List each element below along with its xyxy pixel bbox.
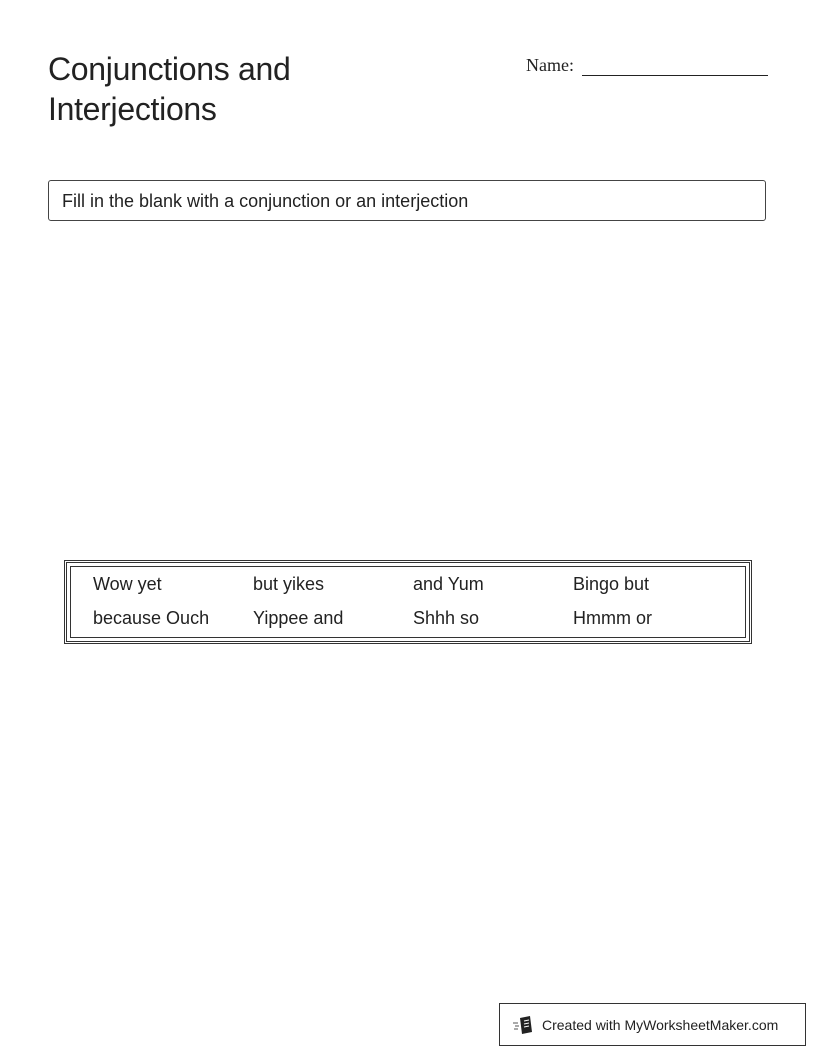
word-bank (64, 560, 752, 644)
footer-credit (499, 1003, 806, 1046)
title-line-1: Conjunctions and (48, 51, 291, 87)
word-bank-item: Bingo but (573, 574, 650, 594)
name-blank-line[interactable] (582, 53, 768, 76)
word-bank-item: Yippee and (253, 608, 344, 628)
word-bank-item: and Yum (413, 574, 484, 594)
footer-text: Created with MyWorksheetMaker.com (542, 1016, 779, 1033)
word-bank-item: because Ouch (93, 608, 210, 628)
worksheet-logo-icon (512, 1015, 534, 1035)
page-title (48, 49, 290, 129)
instructions-box: Fill in the blank with a conjunction or an interjection (48, 180, 766, 221)
name-field[interactable] (526, 53, 768, 76)
name-label: Name: (526, 55, 574, 75)
word-bank-item: Shhh so (413, 608, 480, 628)
word-bank-item: Hmmm or (573, 608, 652, 628)
word-bank-item: Wow yet (93, 574, 162, 594)
title-line-2: Interjections (48, 91, 217, 127)
word-bank-item: but yikes (253, 574, 325, 594)
